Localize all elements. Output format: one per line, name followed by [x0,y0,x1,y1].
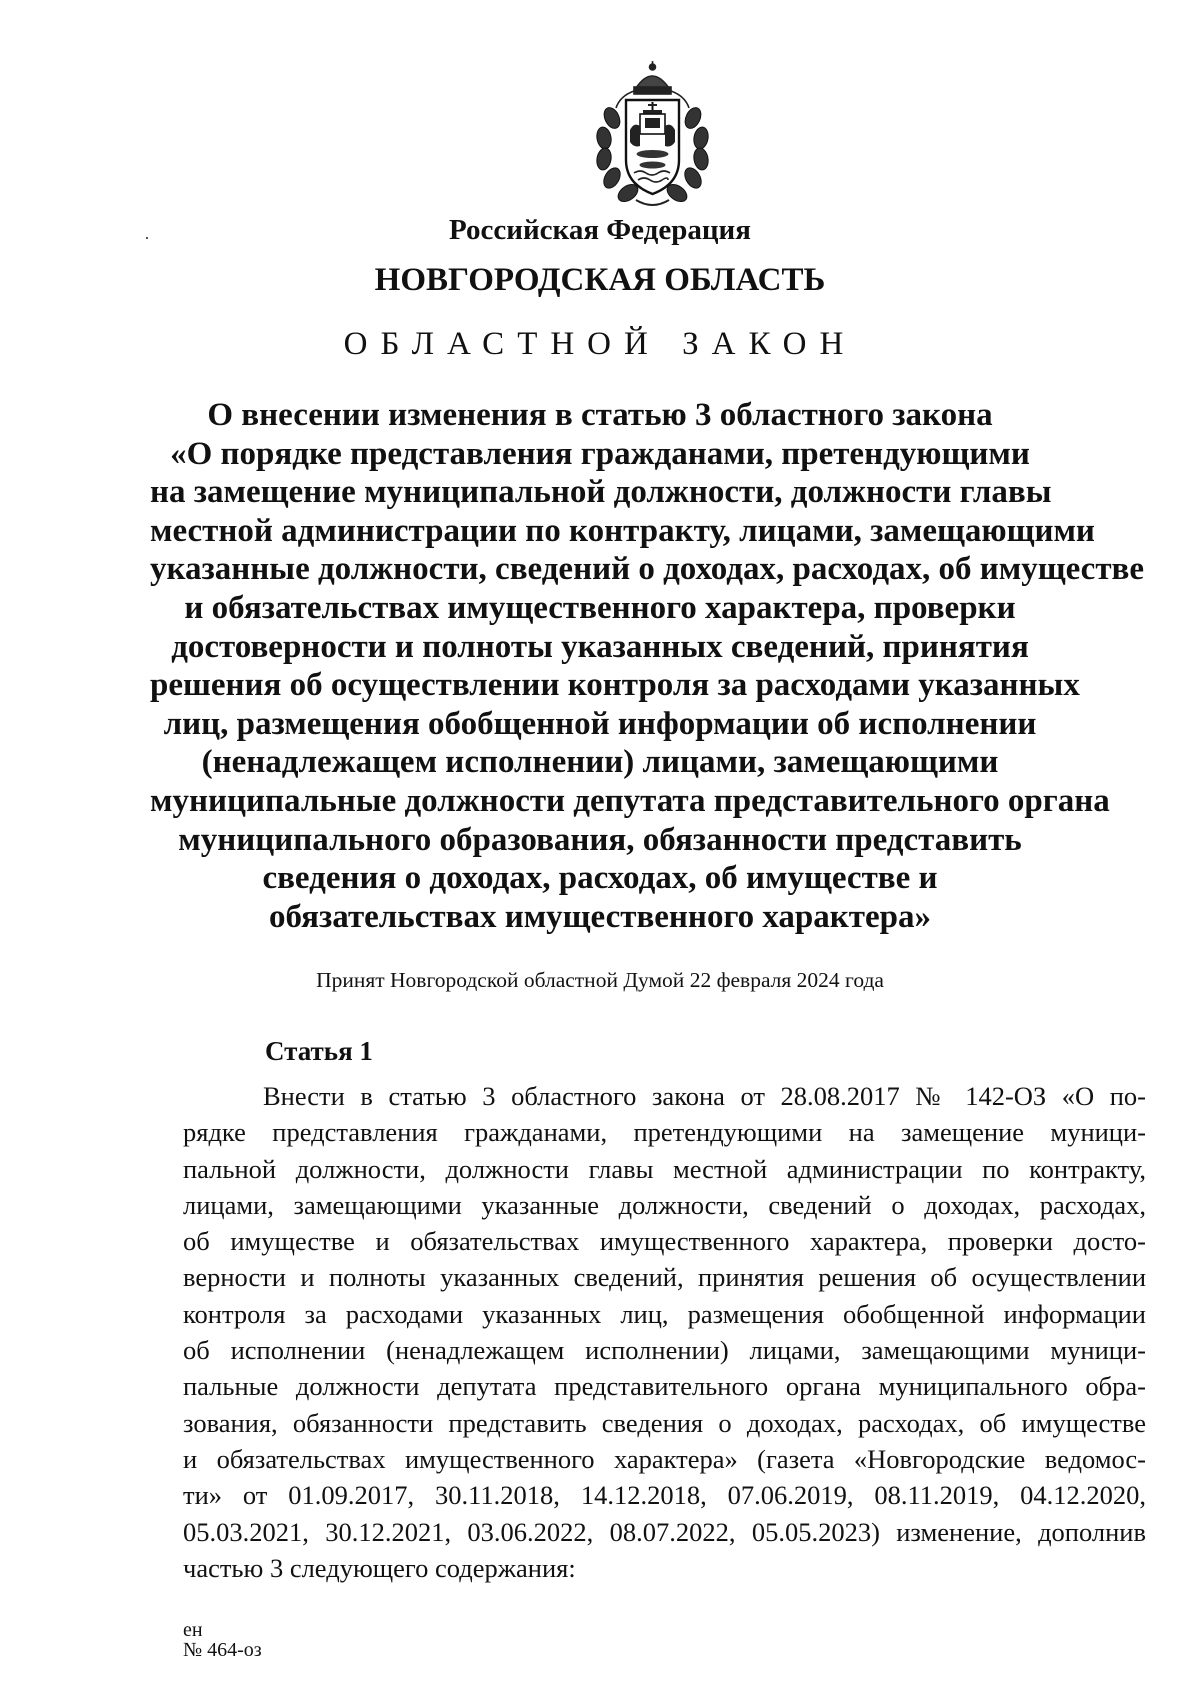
body-line: зования, обязанности представить сведения о доходах, расходах, об имуществе [183,1407,1146,1438]
title-line: решения об осуществлении контроля за расходами указанных [150,667,1080,704]
body-line: верности и полноты указанных сведений, принятия решения об осуществлении [183,1262,1146,1293]
body-line: ти» от 01.09.2017, 30.11.2018, 14.12.2018, 07.06.2019, 08.11.2019, 04.12.2020, [183,1480,1146,1511]
body-line: об исполнении (ненадлежащем исполнении) лицами, замещающими муници- [183,1335,1146,1366]
body-line: рядке представления гражданами, претендующими на замещение муници- [183,1117,1146,1148]
body-line: пальной должности, должности главы местной администрации по контракту, [183,1153,1146,1184]
body-line: Внести в статью 3 областного закона от 28.08.2017 № 142-ОЗ «О по- [263,1081,1146,1111]
registration-footer [183,1620,262,1660]
document-type: ОБЛАСТНОЙ ЗАКОН [343,326,857,362]
title-line: обязательствах имущественного характера» [269,898,931,935]
body-line: частью 3 следующего содержания: [183,1552,576,1583]
article-heading: Статья 1 [265,1036,373,1066]
title-line: местной администрации по контракту, лицами, замещающими [150,512,1095,549]
body-line: лицами, замещающими указанные должности, сведений о доходах, расходах, [183,1189,1146,1220]
title-line: достоверности и полноты указанных сведений, принятия [171,628,1029,665]
title-line: сведения о доходах, расходах, об имуществе и [262,860,938,897]
title-line: муниципального образования, обязанности представить [178,821,1022,858]
body-line: и обязательствах имущественного характера» (газета «Новгородские ведомос- [183,1443,1146,1474]
registration-number: № 464-оз [183,1639,262,1661]
law-title [150,396,1144,936]
title-line: и обязательствах имущественного характера, проверки [184,589,1016,626]
coat-of-arms-emblem [590,60,715,210]
title-line: на замещение муниципальной должности, должности главы [150,474,1052,511]
country-name: Российская Федерация [449,214,751,246]
body-line: 05.03.2021, 30.12.2021, 03.06.2022, 08.07.2022, 05.05.2023) изменение, дополнив [183,1516,1146,1547]
title-line: муниципальные должности депутата представительного органа [150,782,1110,819]
title-line: (ненадлежащем исполнении) лицами, замещающими [201,744,999,781]
title-line: указанные должности, сведений о доходах, расходах, об имуществе [150,551,1144,588]
executor-initials: ен [183,1619,203,1641]
body-line: контроля за расходами указанных лиц, размещения обобщенной информации [183,1298,1146,1329]
title-line: лиц, размещения обобщенной информации об исполнении [163,705,1037,742]
body-line: об имуществе и обязательствах имущественного характера, проверки досто- [183,1226,1146,1257]
body-line: пальные должности депутата представительного органа муниципального обра- [183,1371,1146,1402]
adoption-note: Принят Новгородской областной Думой 22 февраля 2024 года [316,968,884,992]
title-line: О внесении изменения в статью 3 областного закона [207,397,993,433]
title-line: «О порядке представления гражданами, претендующими [170,435,1030,472]
region-name: НОВГОРОДСКАЯ ОБЛАСТЬ [374,262,826,298]
article-body [183,1078,1146,1586]
